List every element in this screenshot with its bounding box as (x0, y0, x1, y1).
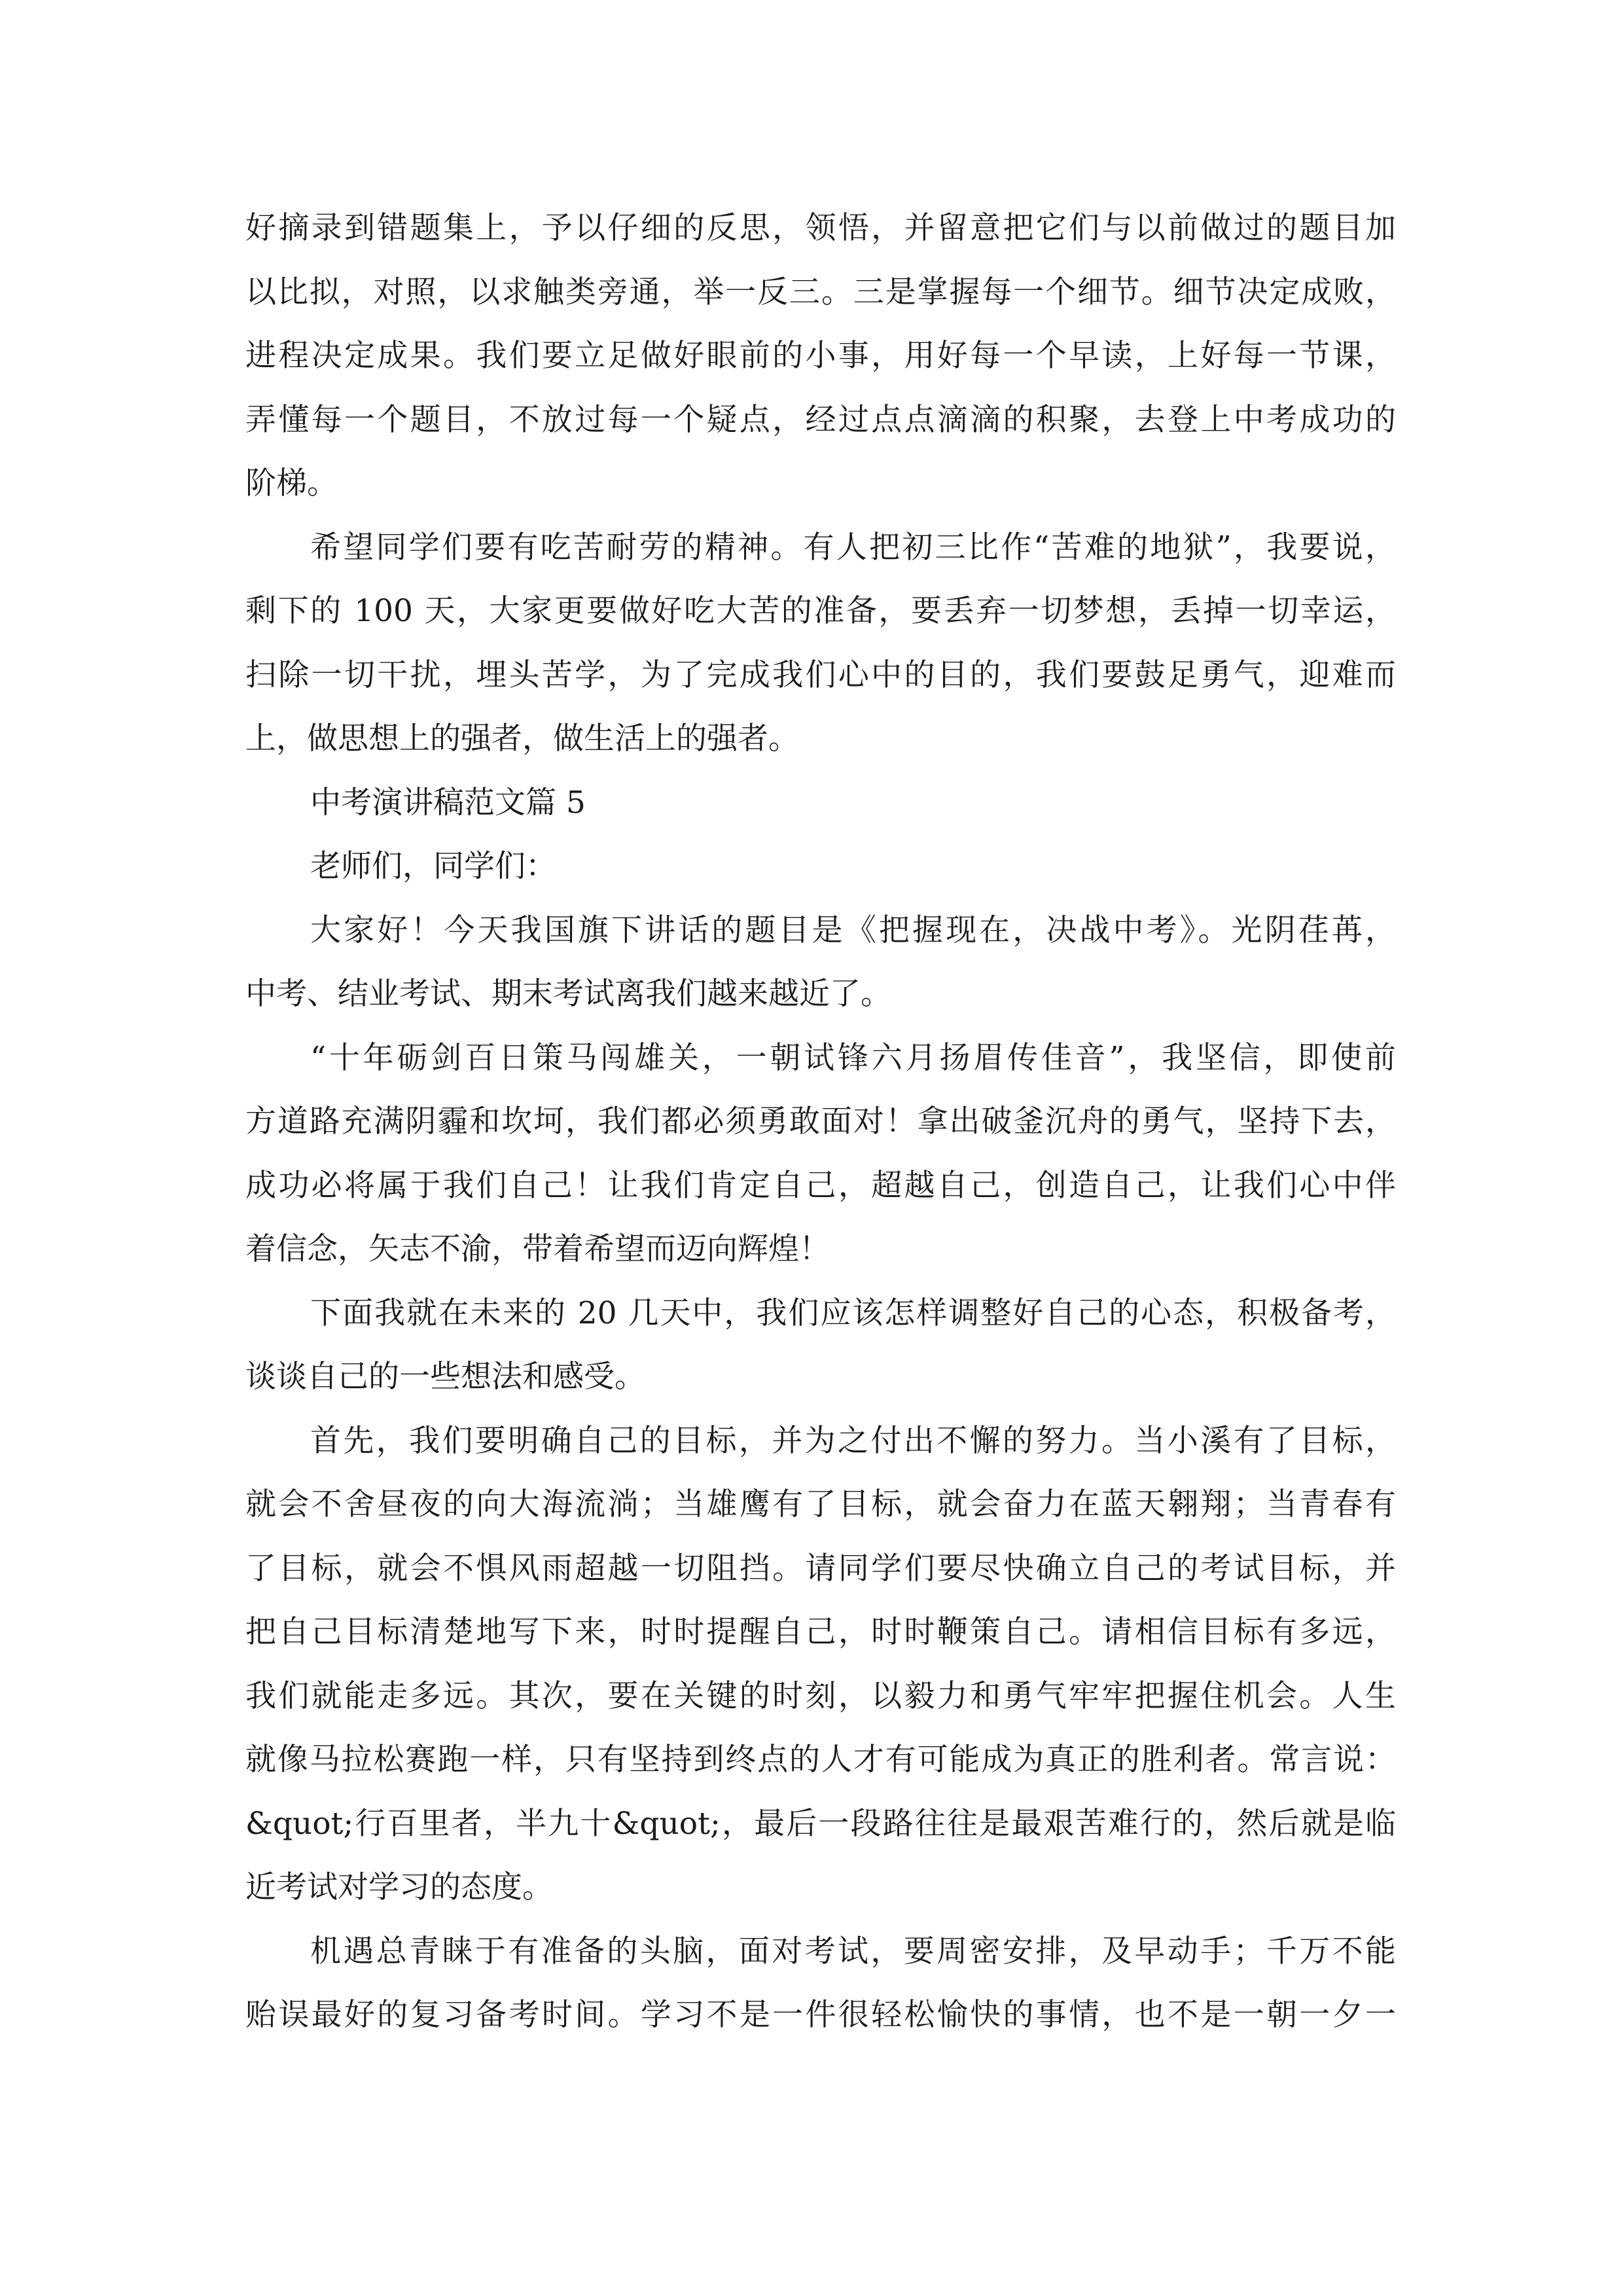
text-line: 首先，我们要明确自己的目标，并为之付出不懈的努力。当小溪有了目标， (310, 1422, 1396, 1459)
text-line: 中考、结业考试、期末考试离我们越来越近了。 (245, 976, 891, 1012)
text-line: 就像马拉松赛跑一样，只有坚持到终点的人才有可能成为真正的胜利者。常言说： (245, 1742, 1396, 1778)
text-line: 贻误最好的复习备考时间。学习不是一件很轻松愉快的事情，也不是一朝一夕一 (245, 1997, 1396, 2033)
text-line: 成功必将属于我们自己！让我们肯定自己，超越自己，创造自己，让我们心中伴 (245, 1167, 1396, 1204)
text-line: “十年砺剑百日策马闯雄关，一朝试锋六月扬眉传佳音”，我坚信，即使前 (310, 1039, 1396, 1076)
salutation: 老师们，同学们： (310, 848, 556, 884)
text-line: &quot;行百里者，半九十&quot;，最后一段路往往是最艰苦难行的，然后就是临 (245, 1805, 1396, 1842)
text-line: 大家好！今天我国旗下讲话的题目是《把握现在，决战中考》。光阴荏苒， (310, 912, 1396, 948)
section-heading: 中考演讲稿范文篇 5 (310, 784, 586, 821)
text-line: 着信念，矢志不渝，带着希望而迈向辉煌！ (245, 1231, 830, 1267)
text-line: 以比拟，对照，以求触类旁通，举一反三。三是掌握每一个细节。细节决定成败， (245, 274, 1396, 310)
text-line: 谈谈自己的一些想法和感受。 (245, 1359, 645, 1395)
text-line: 好摘录到错题集上，予以仔细的反思，领悟，并留意把它们与以前做过的题目加 (245, 210, 1396, 246)
body-text (245, 196, 1396, 2047)
text-line: 扫除一切干扰，埋头苦学，为了完成我们心中的目的，我们要鼓足勇气，迎难而 (245, 656, 1396, 693)
text-line: 弄懂每一个题目，不放过每一个疑点，经过点点滴滴的积聚，去登上中考成功的 (245, 401, 1396, 438)
text-line: 阶梯。 (245, 465, 338, 501)
text-line: 进程决定成果。我们要立足做好眼前的小事，用好每一个早读，上好每一节课， (245, 338, 1396, 374)
text-line: 方道路充满阴霾和坎坷，我们都必须勇敢面对！拿出破釜沉舟的勇气，坚持下去， (245, 1103, 1396, 1139)
text-line: 剩下的 100 天，大家更要做好吃大苦的准备，要丢弃一切梦想，丢掉一切幸运， (245, 593, 1396, 629)
text-line: 我们就能走多远。其次，要在关键的时刻，以毅力和勇气牢牢把握住机会。人生 (245, 1677, 1396, 1714)
text-line: 近考试对学习的态度。 (245, 1869, 553, 1905)
text-line: 机遇总青睐于有准备的头脑，面对考试，要周密安排，及早动手；千万不能 (310, 1933, 1396, 1969)
text-line: 上，做思想上的强者，做生活上的强者。 (245, 721, 799, 757)
text-line: 了目标，就会不惧风雨超越一切阻挡。请同学们要尽快确立自己的考试目标，并 (245, 1550, 1396, 1587)
text-line: 把自己目标清楚地写下来，时时提醒自己，时时鞭策自己。请相信目标有多远， (245, 1614, 1396, 1650)
text-line: 下面我就在未来的 20 几天中，我们应该怎样调整好自己的心态，积极备考， (310, 1295, 1396, 1331)
text-line: 就会不舍昼夜的向大海流淌；当雄鹰有了目标，就会奋力在蓝天翱翔；当青春有 (245, 1486, 1396, 1522)
text-line: 希望同学们要有吃苦耐劳的精神。有人把初三比作“苦难的地狱”，我要说， (310, 529, 1396, 565)
